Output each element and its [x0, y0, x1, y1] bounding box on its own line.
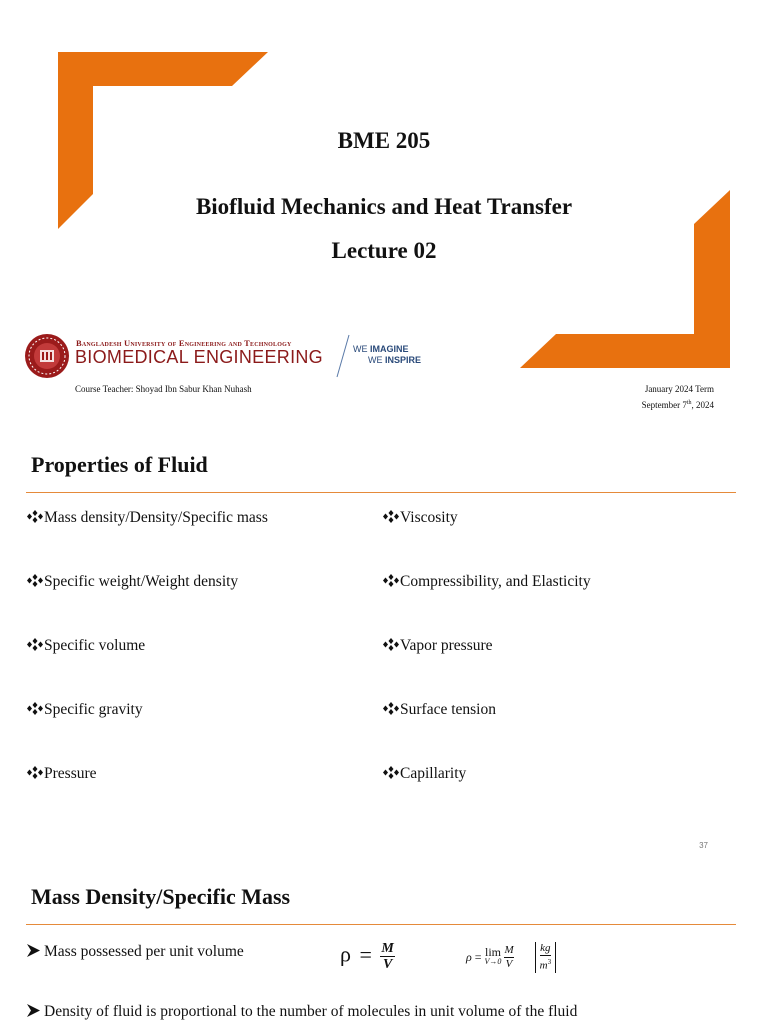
tagline-imagine: WE IMAGINE — [353, 344, 409, 354]
diamond-bullet-icon — [27, 702, 43, 715]
course-name: Biofluid Mechanics and Heat Transfer — [195, 194, 573, 219]
university-name: Bangladesh University of Engineering and Technology — [76, 338, 292, 348]
property-label: Viscosity — [400, 509, 458, 526]
buet-seal-logo — [24, 333, 70, 379]
property-label: Compressibility, and Elasticity — [400, 573, 591, 590]
diamond-bullet-icon — [383, 638, 399, 651]
property-item — [383, 509, 458, 527]
property-item — [27, 573, 238, 591]
diamond-bullet-icon — [383, 510, 399, 523]
property-item — [27, 701, 143, 719]
tagline-inspire: WE INSPIRE — [368, 355, 422, 365]
property-item — [383, 573, 591, 591]
property-label: Capillarity — [400, 765, 467, 782]
diamond-bullet-icon — [383, 766, 399, 779]
property-label: Specific gravity — [44, 701, 143, 718]
course-teacher: Course Teacher: Shoyad Ibn Sabur Khan Nuhash — [75, 384, 252, 394]
property-item — [383, 637, 493, 655]
slide-heading: Properties of Fluid — [31, 452, 208, 477]
property-item — [383, 765, 466, 783]
slide-heading: Mass Density/Specific Mass — [31, 884, 291, 909]
property-label: Pressure — [44, 765, 97, 782]
diamond-bullet-icon — [27, 574, 43, 587]
property-item — [27, 509, 268, 527]
property-item — [383, 701, 496, 719]
property-item — [27, 765, 97, 783]
heading-rule — [26, 924, 736, 925]
diamond-bullet-icon — [27, 638, 43, 651]
heading-rule — [26, 492, 736, 493]
property-label: Mass density/Density/Specific mass — [44, 509, 268, 526]
arrow-bullet-icon — [27, 1004, 40, 1017]
bullet-mass-per-volume: Mass possessed per unit volume — [27, 943, 244, 961]
page-number: 37 — [699, 841, 708, 850]
term: January 2024 Term — [644, 384, 714, 394]
diamond-bullet-icon — [383, 574, 399, 587]
diamond-bullet-icon — [27, 510, 43, 523]
density-limit-formula: ρ = lim V→0 $\frac{M}{V}$ $\frac{kg}{m^3}$ — [466, 942, 556, 973]
properties-slide — [0, 430, 768, 860]
department-name: BIOMEDICAL ENGINEERING — [75, 347, 323, 367]
property-label: Surface tension — [400, 701, 496, 718]
lecture-title: Lecture 02 — [331, 238, 437, 263]
course-code: BME 205 — [337, 128, 431, 153]
lecture-date: September 7th, 2024 — [641, 400, 714, 410]
title-slide — [0, 0, 768, 430]
property-label: Specific weight/Weight density — [44, 573, 239, 590]
property-label: Vapor pressure — [400, 637, 493, 654]
diamond-bullet-icon — [27, 766, 43, 779]
property-item — [27, 637, 145, 655]
mass-density-slide — [0, 860, 768, 1024]
property-label: Specific volume — [44, 637, 146, 654]
arrow-bullet-icon — [27, 944, 40, 957]
density-formula: ρ = $\frac{M}{V}$ — [340, 941, 394, 972]
diamond-bullet-icon — [383, 702, 399, 715]
bullet-density-proportional: Density of fluid is proportional to the number of molecules in unit volume of the fluid — [27, 1003, 577, 1021]
logo-divider — [334, 333, 352, 379]
